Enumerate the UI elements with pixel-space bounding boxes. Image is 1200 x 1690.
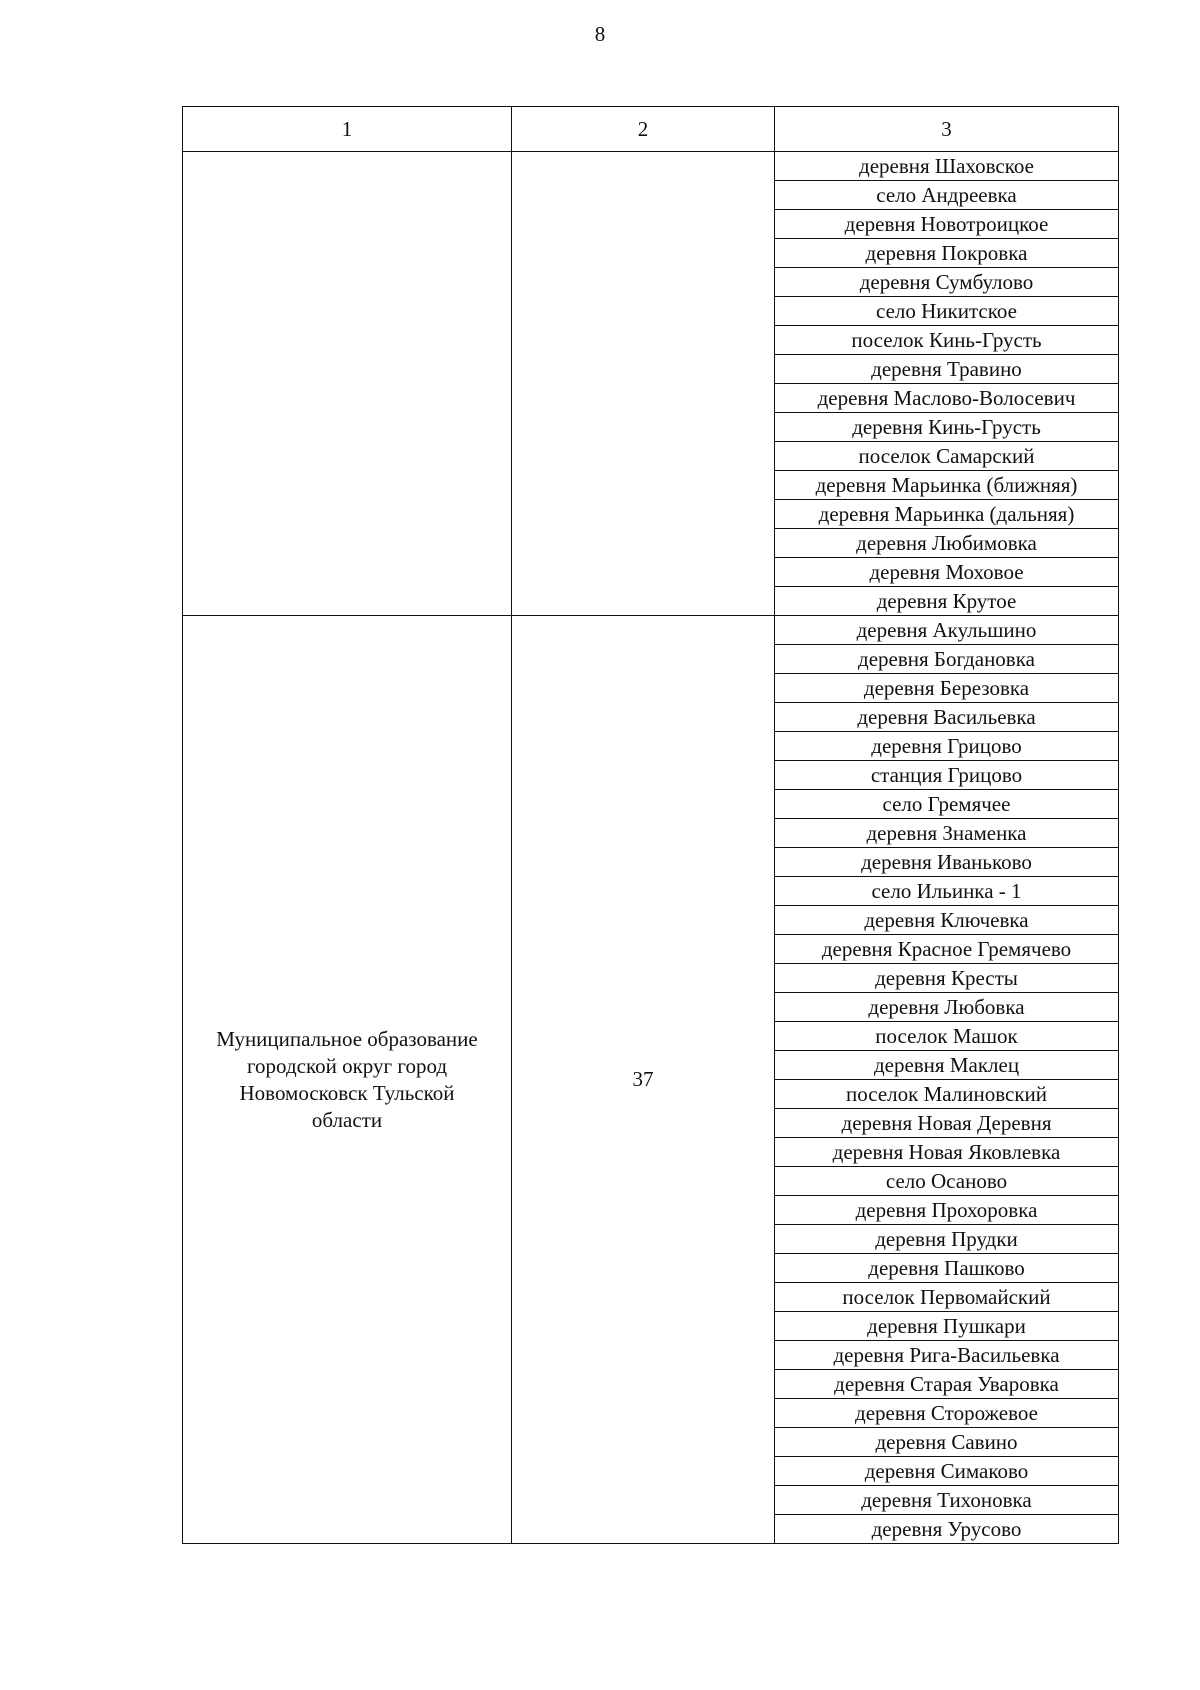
settlement-count-cell (512, 152, 775, 616)
header-row (183, 107, 1119, 152)
settlement-cell: деревня Прохоровка (775, 1196, 1119, 1225)
settlement-cell: деревня Травино (775, 355, 1119, 384)
settlement-cell: деревня Покровка (775, 239, 1119, 268)
settlement-cell: деревня Пашково (775, 1254, 1119, 1283)
settlement-cell: деревня Маклец (775, 1051, 1119, 1080)
settlement-cell: деревня Акульшино (775, 616, 1119, 645)
page-number: 8 (594, 22, 606, 46)
table-row (183, 616, 1119, 645)
settlement-cell: деревня Шаховское (775, 152, 1119, 181)
settlement-cell: деревня Ключевка (775, 906, 1119, 935)
municipality-name-line: области (311, 1107, 383, 1132)
column-header-3: 3 (775, 107, 1119, 152)
settlement-cell: деревня Сумбулово (775, 268, 1119, 297)
settlement-cell: деревня Марьинка (ближняя) (775, 471, 1119, 500)
settlement-cell: деревня Сторожевое (775, 1399, 1119, 1428)
municipality-name-line: Муниципальное образование (216, 1026, 478, 1051)
column-header-2: 2 (512, 107, 775, 152)
municipality-cell (183, 616, 512, 1544)
settlement-cell: деревня Васильевка (775, 703, 1119, 732)
settlement-cell: поселок Самарский (775, 442, 1119, 471)
settlement-cell: деревня Маслово-Волосевич (775, 384, 1119, 413)
settlement-cell: село Андреевка (775, 181, 1119, 210)
settlement-cell: поселок Машок (775, 1022, 1119, 1051)
settlement-cell: поселок Малиновский (775, 1080, 1119, 1109)
municipality-cell (183, 152, 512, 616)
settlement-cell: деревня Любовка (775, 993, 1119, 1022)
settlement-cell: деревня Иваньково (775, 848, 1119, 877)
settlement-cell: деревня Пушкари (775, 1312, 1119, 1341)
table-row (183, 152, 1119, 181)
settlement-cell: поселок Кинь-Грусть (775, 326, 1119, 355)
settlement-cell: деревня Кинь-Грусть (775, 413, 1119, 442)
settlement-cell: село Никитское (775, 297, 1119, 326)
settlement-cell: деревня Симаково (775, 1457, 1119, 1486)
settlement-cell: деревня Богдановка (775, 645, 1119, 674)
settlement-count-cell: 37 (512, 616, 775, 1544)
table-body (183, 152, 1119, 1544)
municipality-name-line: Новомосковск Тульской (239, 1080, 455, 1105)
settlement-cell: село Ильинка - 1 (775, 877, 1119, 906)
settlement-cell: деревня Грицово (775, 732, 1119, 761)
settlement-cell: деревня Прудки (775, 1225, 1119, 1254)
settlement-cell: деревня Кресты (775, 964, 1119, 993)
settlements-table (182, 106, 1119, 1544)
municipality-name-line: городской округ город (246, 1053, 448, 1078)
settlement-cell: деревня Старая Уваровка (775, 1370, 1119, 1399)
settlement-cell: деревня Тихоновка (775, 1486, 1119, 1515)
settlement-cell: станция Грицово (775, 761, 1119, 790)
settlement-cell: деревня Красное Гремячево (775, 935, 1119, 964)
settlement-cell: деревня Любимовка (775, 529, 1119, 558)
settlement-cell: деревня Моховое (775, 558, 1119, 587)
column-header-1: 1 (183, 107, 512, 152)
settlement-cell: деревня Знаменка (775, 819, 1119, 848)
settlement-cell: село Гремячее (775, 790, 1119, 819)
settlement-cell: деревня Савино (775, 1428, 1119, 1457)
settlement-cell: деревня Рига-Васильевка (775, 1341, 1119, 1370)
settlement-cell: деревня Березовка (775, 674, 1119, 703)
settlement-cell: деревня Крутое (775, 587, 1119, 616)
settlement-cell: село Осаново (775, 1167, 1119, 1196)
settlement-cell: деревня Марьинка (дальняя) (775, 500, 1119, 529)
settlement-cell: деревня Новая Деревня (775, 1109, 1119, 1138)
settlement-cell: поселок Первомайский (775, 1283, 1119, 1312)
settlement-cell: деревня Новотроицкое (775, 210, 1119, 239)
settlement-cell: деревня Новая Яковлевка (775, 1138, 1119, 1167)
settlement-cell: деревня Урусово (775, 1515, 1119, 1544)
